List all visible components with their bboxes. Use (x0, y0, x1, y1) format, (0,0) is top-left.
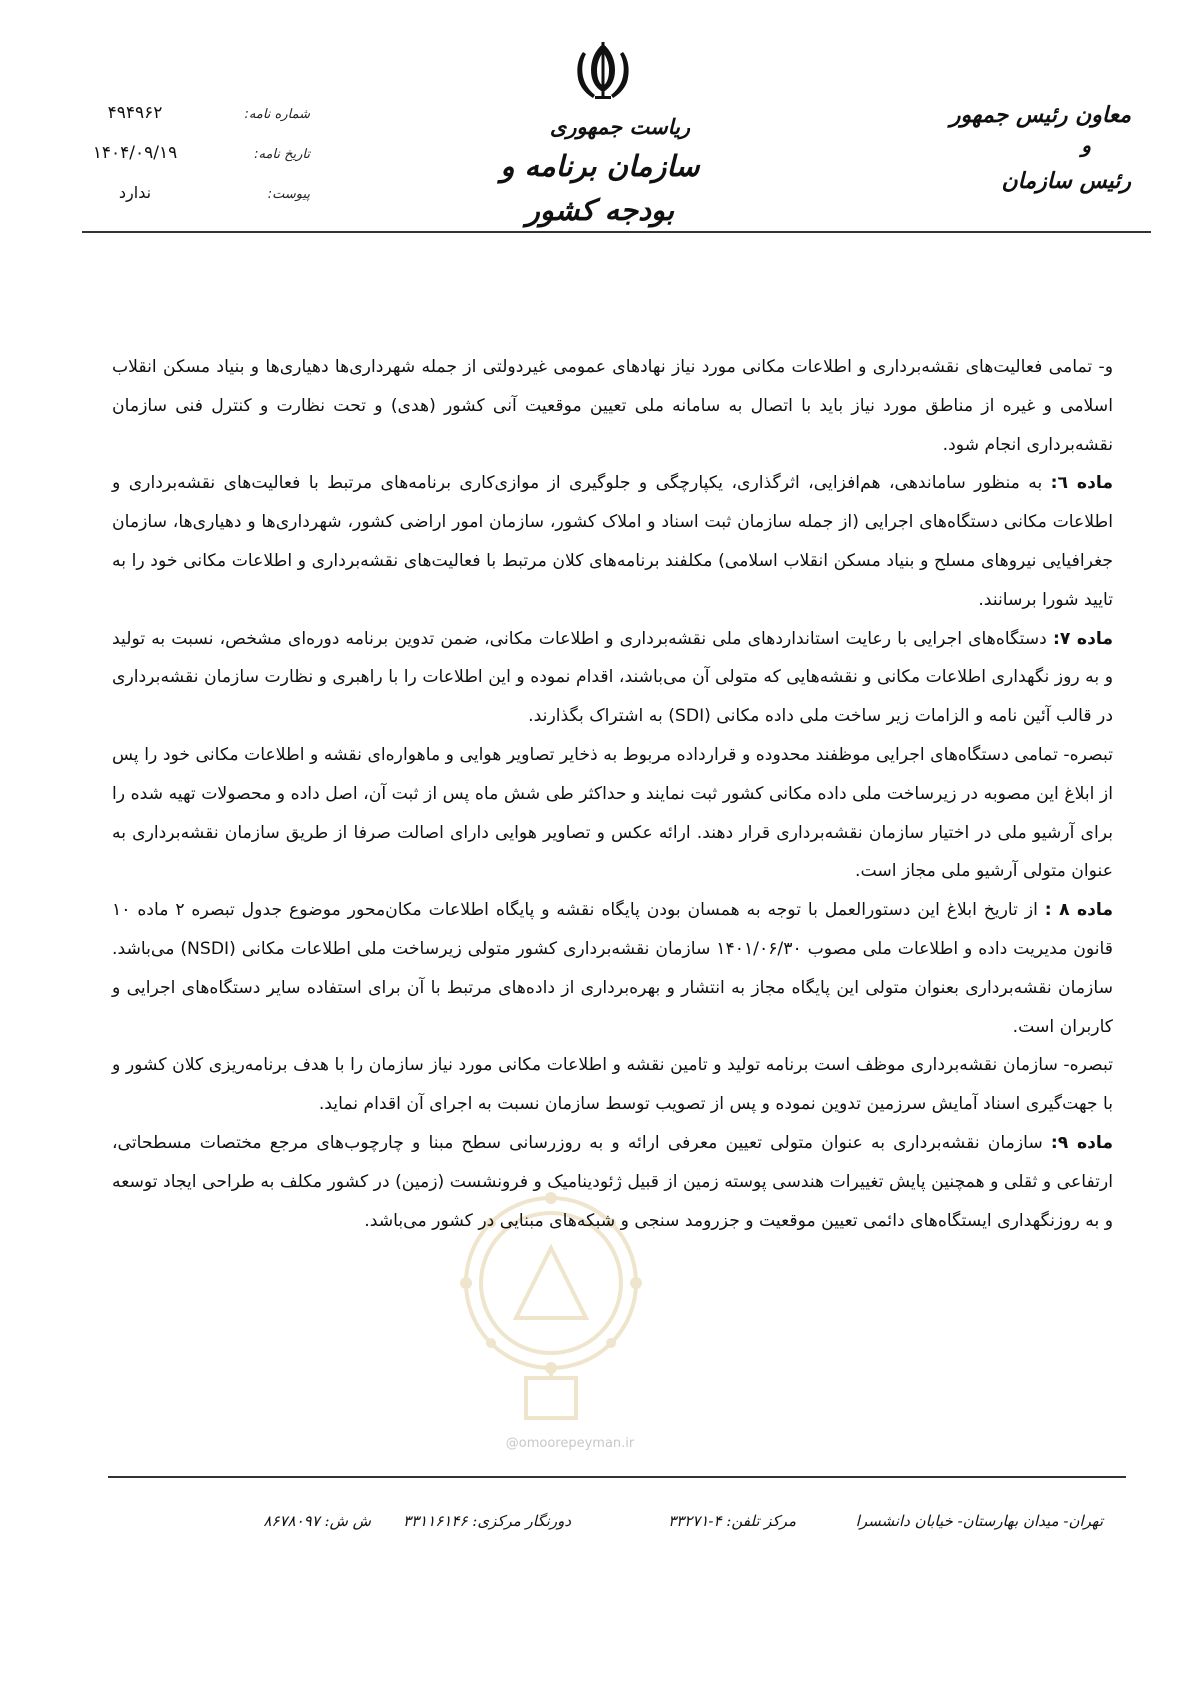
header-divider (82, 231, 1151, 233)
letter-number-row (80, 103, 310, 143)
watermark-url: @omoorepeyman.ir (505, 1436, 635, 1451)
article-7-title: ماده ۷: (1052, 628, 1113, 649)
article-8-note: تبصره- سازمان نقشه‌برداری موظف است برنامه تولید و تامین نقشه و اطلاعات مکانی مورد نیاز سازمان را با هدف برنامه‌ریزی کلان کشور و با جهت‌گیری اسناد آمایش سرزمین تدوین نموده و پس از تصویب توسط سازمان نسبت به اجرای آن اقدام نماید. (112, 1055, 1113, 1115)
footer-address: تهران- میدان بهارستان- خیابان دانشسرا (855, 1512, 1103, 1530)
article-8-text: از تاریخ ابلاغ این دستورالعمل با توجه به همسان بودن پایگاه نقشه و پایگاه اطلاعات مکان‌محور موضوع جدول تبصره ۲ ماده ۱۰ قانون مدیریت داده و اطلاعات ملی مصوب ۱۴۰۱/۰۶/۳۰ سازمان نقشه‌برداری کشور متولی زیرساخت ملی اطلاعات مکانی (NSDI) می‌باشد. سازمان نقشه‌برداری بعنوان متولی این پایگاه مجاز به انتشار و بهره‌برداری از داده‌های مرتبط با آن برای استفاده سایر دستگاه‌های اجرایی و کاربران است. (112, 900, 1113, 1037)
footer-divider (108, 1476, 1126, 1478)
article-7-paragraph (112, 620, 1113, 736)
article-9-text: سازمان نقشه‌برداری به عنوان متولی تعیین معرفی ارائه و به روزرسانی سطح مبنا و چارچوب‌های مرجع مختصات مسطحاتی، ارتفاعی و ثقلی و همچنین پایش تغییرات هندسی پوسته زمین از قبیل ژئودینامیک و فرونشست (زمین) در کشور مکلف به طراحی ایجاد توسعه و به روزنگهداری ایستگاه‌های دائمی تعیین موقعیت و جزرومد سنجی و شبکه‌های مبنایی در کشور می‌باشد. (112, 1132, 1113, 1231)
presidency-title: ریاست جمهوری (549, 114, 691, 139)
article-6-title: ماده ٦: (1050, 473, 1113, 494)
letter-number-label: شماره نامه: (244, 107, 310, 122)
footer-ss: ش ش: ۸۶۷۸۰۹۷ (263, 1512, 371, 1530)
article-8-title: ماده ۸ : (1044, 900, 1114, 921)
clause-v-paragraph: و- تمامی فعالیت‌های نقشه‌برداری و اطلاعات مکانی مورد نیاز نهادهای عمومی غیردولتی از جمله شهرداری‌ها دهیاری‌ها و بنیاد مسکن انقلاب اسلامی و غیره از مناطق مورد نیاز باید با اتصال به سامانه ملی تعیین موقعیت آنی کشور (هدی) و تحت نظارت و کنترل فنی سازمان نقشه‌برداری انجام شود. (112, 357, 1113, 455)
attachment-value: ندارد (118, 183, 152, 202)
letter-date-value: ۱۴۰۴/۰۹/۱۹ (92, 143, 178, 163)
article-6-text: به منظور ساماندهی، هم‌افزایی، اثرگذاری، یکپارچگی و جلوگیری از موازی‌کاری برنامه‌های مرتبط با فعالیت‌های نقشه‌برداری و اطلاعات مکانی دستگاه‌های اجرایی (از جمله سازمان ثبت اسناد و املاک کشور، سازمان امور اراضی کشور، شهرداری‌ها و دهیاری‌ها، سازمان جغرافیایی نیروهای مسلح و بنیاد مسکن انقلاب اسلامی) مکلفند برنامه‌های کلان مرتبط با فعالیت‌های نقشه‌برداری و اطلاعات مکانی خود را به تایید شورا برسانند. (112, 473, 1113, 610)
signatory-title (931, 100, 1131, 196)
attachment-row (80, 183, 310, 223)
letter-footer (0, 1512, 1191, 1542)
attachment-label: پیوست: (267, 187, 310, 202)
letter-body (112, 348, 1113, 1240)
letter-number-value: ۴۹۴۹۶۲ (107, 103, 163, 123)
article-6-paragraph (112, 464, 1113, 619)
footer-phone: مرکز تلفن: ۴-۳۳۲۷۱ (668, 1512, 796, 1530)
organization-head-title: رئیس سازمان (1001, 168, 1131, 194)
organization-name: سازمان برنامه و بودجه کشور (500, 149, 700, 227)
article-9-title: ماده ۹: (1050, 1132, 1114, 1153)
letter-date-label: تاریخ نامه: (254, 147, 310, 162)
organization-heading (470, 110, 730, 232)
letter-meta (80, 103, 310, 223)
letter-date-row (80, 143, 310, 183)
article-8-paragraph (112, 891, 1113, 1046)
article-7-text: دستگاه‌های اجرایی با رعایت استانداردهای ملی نقشه‌برداری و اطلاعات مکانی، ضمن تدوین برنامه دوره‌ای مشخص، نسبت به تولید و به روز نگهداری اطلاعات مکانی و نقشه‌هایی که متولی آن می‌باشند، اقدام نموده و این اطلاعات را با راهبری و نظارت سازمان نقشه‌برداری در قالب آئین نامه و الزامات زیر ساخت ملی داده مکانی (SDI) به اشتراک بگذارند. (112, 628, 1113, 727)
article-7-note: تبصره- تمامی دستگاه‌های اجرایی موظفند محدوده و قرارداده مربوط به ذخایر تصاویر هوایی و ماهواره‌ای نقشه و اطلاعات مکانی خود را پس از ابلاغ این مصوبه در زیرساخت ملی داده مکانی کشور ثبت نمایند و حداکثر طی شش ماه پس از ثبت آن، اصل داده و محصولات تهیه شده را برای آرشیو ملی در اختیار سازمان نقشه‌برداری قرار دهند. ارائه عکس و تصاویر هوایی دارای اصالت صرفا از طریق سازمان نقشه‌برداری به عنوان متولی آرشیو ملی مجاز است. (112, 744, 1113, 882)
conjunction-text: و (1081, 133, 1091, 157)
iran-emblem-icon (573, 40, 633, 102)
footer-fax: دورنگار مرکزی: ۳۳۱۱۶۱۴۶ (403, 1512, 571, 1530)
article-9-paragraph (112, 1124, 1113, 1240)
vice-president-title: معاون رئیس جمهور (949, 102, 1131, 128)
